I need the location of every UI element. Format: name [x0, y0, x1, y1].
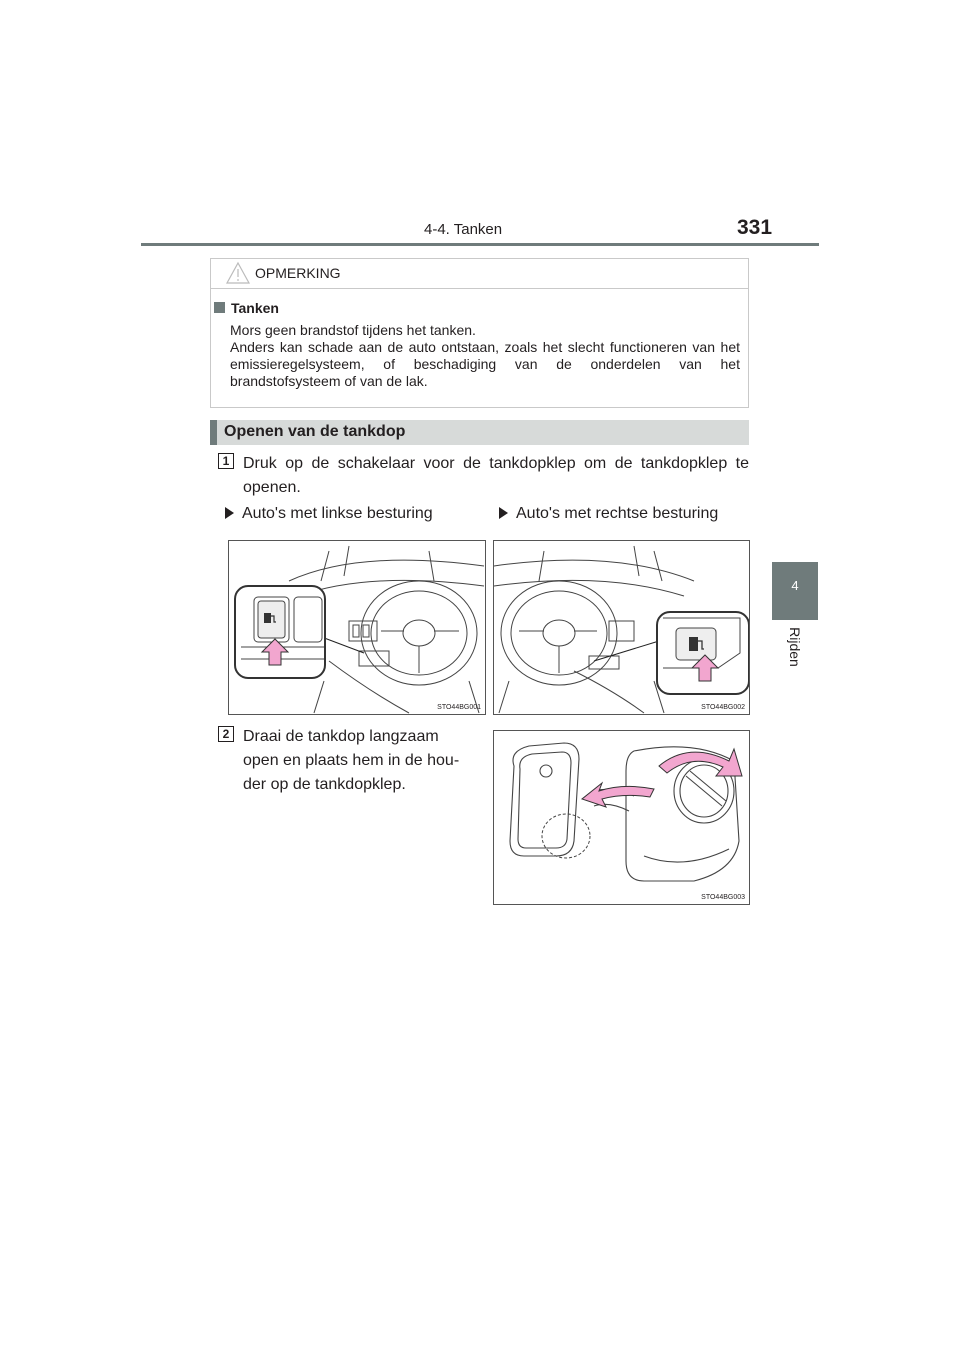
figure-left-hand-drive [228, 540, 486, 715]
fuel-pump-icon [262, 611, 278, 625]
notice-line: Anders kan schade aan de auto ontstaan, zoals het slecht functioneren van het emissieregelsysteem, of beschadiging van de onderdelen van het brandstofsysteem of van de lak. [230, 339, 740, 389]
warning-triangle-icon [225, 261, 251, 285]
switch-closeup-callout [656, 611, 750, 695]
header-section-title: 4-4. Tanken [424, 221, 503, 238]
step-2-line: der op de tankdopklep. [243, 776, 406, 793]
press-arrow-icon [690, 653, 720, 683]
chapter-label: Rijden [787, 627, 803, 667]
press-arrow-icon [260, 637, 290, 667]
caption-left-text: Auto's met linkse besturing [242, 505, 433, 522]
figure-code: STO44BG001 [437, 704, 481, 711]
caption-right [499, 505, 718, 523]
switch-closeup-callout [234, 585, 326, 679]
header-rule [141, 243, 819, 246]
caption-right-text: Auto's met rechtse besturing [516, 505, 719, 522]
notice-header [211, 259, 748, 289]
triangle-bullet-icon [225, 507, 234, 519]
step-number-2: 2 [218, 726, 234, 742]
fuel-pump-icon [686, 635, 706, 653]
notice-subheading: Tanken [231, 300, 279, 316]
notice-line: Mors geen brandstof tijdens het tanken. [230, 322, 476, 338]
chapter-number: 4 [791, 578, 799, 593]
fuel-cap-illustration [494, 731, 749, 904]
section-heading-accent [210, 420, 217, 445]
figure-fuel-cap [493, 730, 750, 905]
notice-title: OPMERKING [255, 265, 341, 281]
chapter-label-container [772, 625, 818, 675]
step-number-1: 1 [218, 453, 234, 469]
notice-body [230, 322, 740, 390]
caption-left [225, 505, 433, 523]
rotate-arrow-icon [659, 749, 742, 776]
step-1-text: Druk op de schakelaar voor de tankdopklep om de tankdopklep te openen. [243, 455, 749, 496]
step-2-line: Draai de tankdop langzaam [243, 728, 439, 745]
subheading-square-icon [214, 302, 225, 313]
notice-box [210, 258, 749, 408]
page-number: 331 [737, 216, 773, 239]
figure-code: STO44BG002 [701, 704, 745, 711]
triangle-bullet-icon [499, 507, 508, 519]
section-title: Openen van de tankdop [224, 423, 406, 440]
step-2-line: open en plaats hem in de hou- [243, 752, 460, 769]
figure-right-hand-drive [493, 540, 750, 715]
figure-code: STO44BG003 [701, 894, 745, 901]
move-arrow-icon [582, 783, 654, 807]
step-2-text [243, 725, 483, 797]
